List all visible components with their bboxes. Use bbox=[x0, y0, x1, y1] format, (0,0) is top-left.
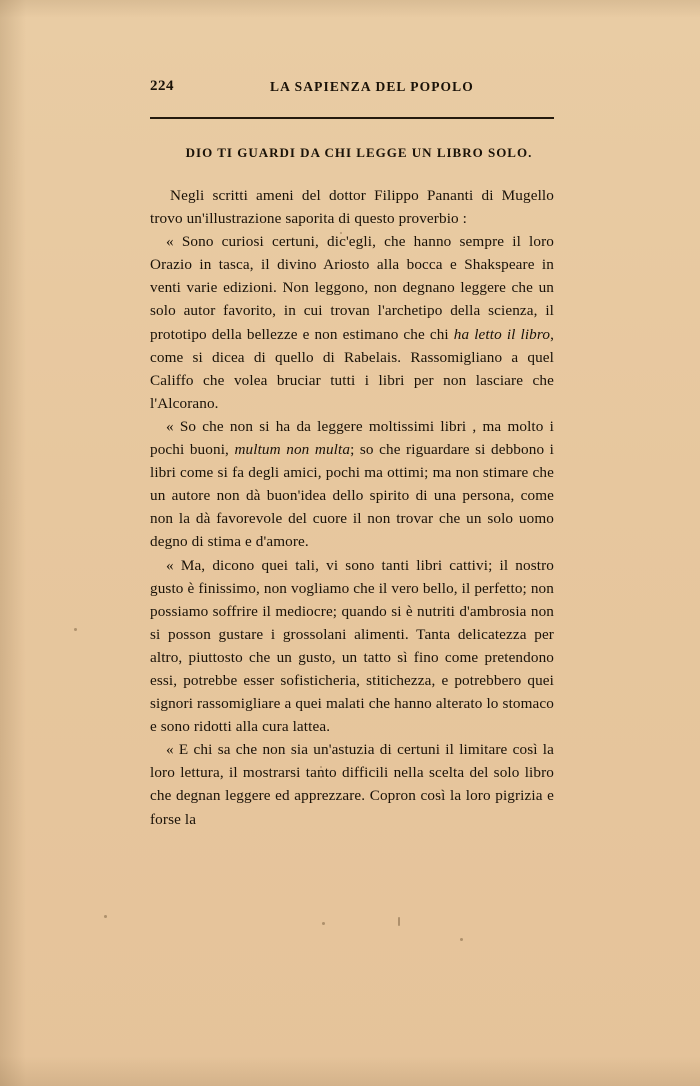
text-run: Negli scritti ameni del dottor Filippo Pananti di Mugello trovo un'illustrazione saporita di questo proverbio : bbox=[150, 187, 554, 228]
running-title: LA SAPIENZA DEL POPOLO bbox=[270, 79, 474, 94]
running-header bbox=[150, 78, 554, 100]
chapter-title: DIO TI GUARDI DA CHI LEGGE UN LIBRO SOLO. bbox=[185, 145, 533, 160]
paragraph bbox=[150, 415, 554, 554]
header-rule bbox=[150, 117, 554, 119]
paragraph bbox=[150, 738, 554, 830]
page-number: 224 bbox=[150, 78, 174, 94]
italic-phrase: multum non multa bbox=[234, 441, 351, 459]
page-edge-shadow-bottom bbox=[0, 1056, 700, 1086]
paper-speck bbox=[322, 922, 325, 925]
text-run: ; so che riguardare si debbono i libri come si fa degli amici, pochi ma ottimi; ma non stimare che un autore non dà buon'idea dello spirito di una persona, come non la dà favorevole del cuore il non trovar che un solo uomo degno di stima e d'amore. bbox=[150, 441, 554, 551]
italic-phrase: ha letto il libro bbox=[453, 325, 551, 343]
paper-speck bbox=[74, 628, 77, 631]
text-run: « So che non si ha da leggere moltissimi libri , ma molto i pochi buoni, bbox=[150, 417, 554, 459]
page-edge-shadow-top bbox=[0, 0, 700, 18]
text-run: , come si dicea di quello di Rabelais. Rassomigliano a quel Califfo che volea bruciar tutti i libri per non lasciare che l'Alcorano. bbox=[150, 325, 554, 412]
text-run: « Sono curiosi certuni, dic'egli, che hanno sempre il loro Orazio in tasca, il divino Ariosto alla bocca e Shakspeare in venti varie edizioni. Non leggono, non degnano leggere che un solo autor favorito, in cui trovan l'archetipo della scienza, il prototipo della bellezze e non estimano che chi bbox=[150, 233, 554, 343]
paper-speck bbox=[104, 915, 107, 918]
paper-speck bbox=[398, 917, 400, 926]
text-run: « Ma, dicono quei tali, vi sono tanti libri cattivi; il nostro gusto è finissimo, non vogliamo che il vero bello, il perfetto; non possiamo soffrire il mediocre; quando si è nutriti d'ambrosia non si posson gustare i grossolani alimenti. Tanta delicatezza per altro, piuttosto che un gusto, un tatto sì fino come pretendono essi, potrebbe esser sofisticheria, stitichezza, e potrebbero quei signori rassomigliare a quei malati che hanno alterato lo stomaco e sono ridotti alla cura lattea. bbox=[150, 556, 554, 736]
page-content bbox=[150, 78, 554, 831]
text-run: « E chi sa che non sia un'astuzia di certuni il limitare così la loro lettura, il mostrarsi tanto difficili nella scelta del solo libro che degnan leggere ed apprezzare. Copron così la loro pigrizia e forse la bbox=[150, 741, 554, 828]
body-text bbox=[150, 184, 554, 831]
page-edge-shadow-left bbox=[0, 0, 26, 1086]
paragraph bbox=[150, 230, 554, 415]
paper-speck bbox=[460, 938, 463, 941]
paragraph bbox=[150, 554, 554, 739]
paragraph bbox=[150, 184, 554, 230]
